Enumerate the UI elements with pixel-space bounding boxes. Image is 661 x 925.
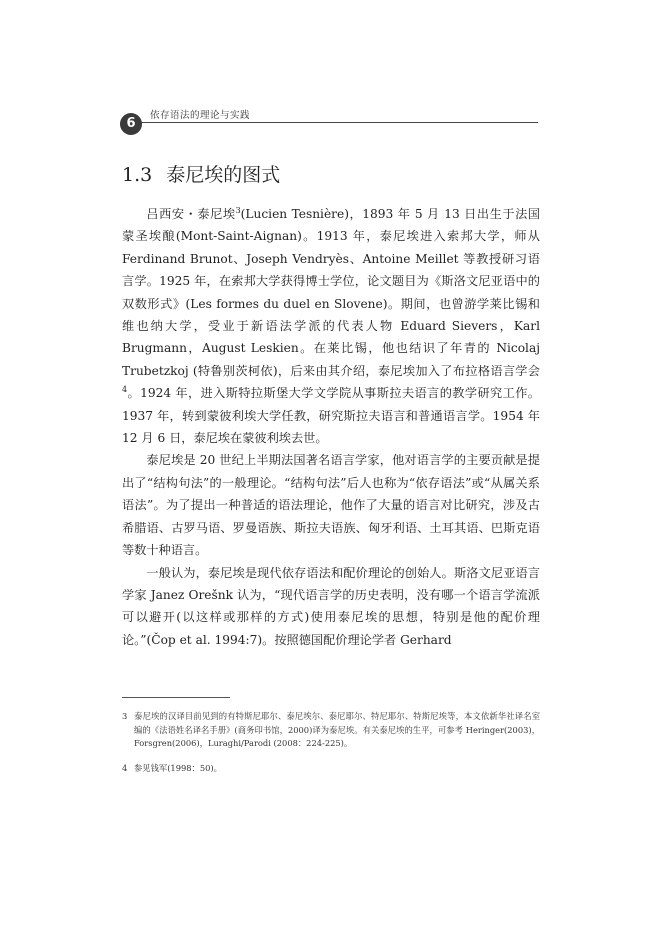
footnote-ref-4: 4 (122, 385, 128, 395)
paragraph-3: 一般认为，泰尼埃是现代依存语法和配价理论的创始人。斯洛文尼亚语言学家 Janez Orešnk 认为，“现代语言学的历史表明，没有哪一个语言学流派可以避开(以这样或那样的方式)使用泰尼埃的思想，特别是他的配价理论。”(Čop et al. 1994:7)。按照德国配价理论学者 Gerhard (122, 565, 540, 647)
footnote-text: 参见钱军(1998：50)。 (134, 762, 222, 773)
paragraph-1-text-c: 。1924 年，进入斯特拉斯堡大学文学院从事斯拉夫语言的教学研究工作。1937 年，转到蒙彼利埃大学任教，研究斯拉夫语言和普通语言学。1954 年 12 月 6 日，泰尼埃在蒙彼利埃去世。 (122, 386, 540, 446)
section-title: 泰尼埃的图式 (166, 164, 281, 186)
section-heading (122, 160, 280, 187)
footnote-number: 4 (122, 762, 128, 773)
running-title: 依存语法的理论与实践 (150, 110, 251, 121)
footnote-number: 3 (122, 711, 128, 721)
footnote-text: 泰尼埃的汉译目前见到的有特斯尼耶尔、泰尼埃尔、泰尼耶尔、特尼耶尔、特斯尼埃等，本文依新华社译名室编的《法语姓名译名手册》(商务印书馆，2000)译为泰尼埃。有关泰尼埃的生平，可参考 Heringer(2003)，Forsgren(2006)，Luraghi/Parodi (2008：224-225)。 (134, 711, 540, 749)
body-text (122, 203, 540, 651)
paragraph-2: 泰尼埃是 20 世纪上半期法国著名语言学家，他对语言学的主要贡献是提出了“结构句法”的一般理论。“结构句法”后人也称为“依存语法”或“从属关系语法”。为了提出一种普适的语法理论，他作了大量的语言对比研究，涉及古希腊语、古罗马语、罗曼语族、斯拉夫语族、匈牙利语、土耳其语、巴斯克语等数十种语言。 (122, 453, 540, 558)
header-rule (124, 122, 538, 123)
footnote-3 (122, 710, 540, 751)
paragraph-1-text-a: 吕西安・泰尼埃 (146, 207, 236, 221)
footnotes (122, 710, 540, 786)
page-number-badge: 6 (120, 113, 142, 135)
paragraph-1-text-b: (Lucien Tesnière)，1893 年 5 月 13 日出生于法国蒙圣埃酿(Mont-Saint-Aignan)。1913 年，泰尼埃进入索邦大学，师从 Ferdinand Brunot、Joseph Vendryès、Antoine Meillet 等教授研习语言学。1925 年，在索邦大学获得博士学位，论文题目为《斯洛文尼亚语中的双数形式》(Les formes du duel en Slovene)。期间，也曾游学莱比锡和维也纳大学，受业于新语法学派的代表人物 Eduard Sievers，Karl Brugmann，August Leskien。在莱比锡，他也结识了年青的 Nicolaj Trubetzkoj (特鲁别茨柯依)，后来由其介绍，泰尼埃加入了布拉格语言学会 (122, 207, 540, 378)
footnote-4 (122, 762, 540, 776)
paragraph-1 (122, 203, 540, 449)
footnote-rule (122, 697, 230, 698)
section-number: 1.3 (122, 164, 153, 186)
footnote-ref-3: 3 (235, 205, 241, 215)
